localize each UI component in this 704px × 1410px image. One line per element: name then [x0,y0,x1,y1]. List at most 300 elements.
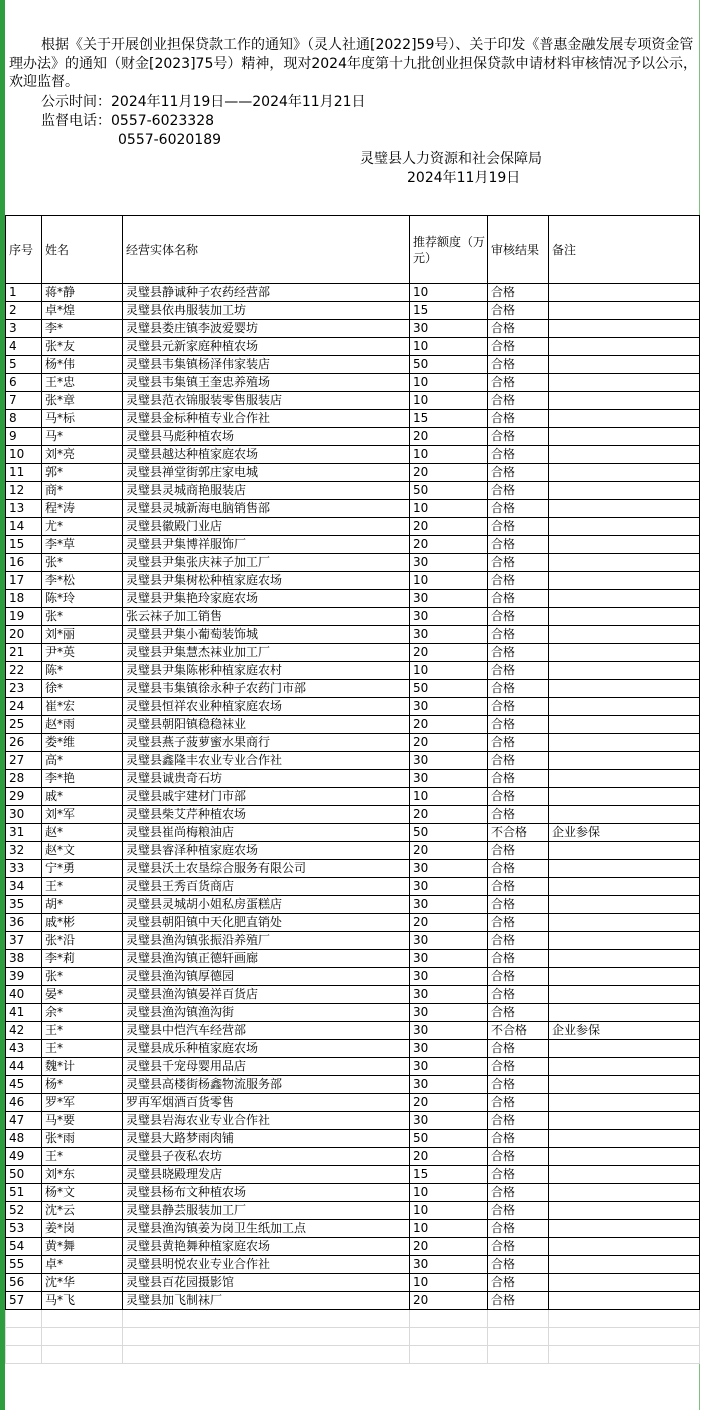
cell-amount[interactable]: 30 [410,1112,488,1130]
cell-amount[interactable]: 30 [410,932,488,950]
cell-remark[interactable] [549,1292,700,1310]
cell-remark[interactable] [549,1166,700,1184]
cell-name[interactable]: 赵*雨 [42,716,123,734]
cell-index[interactable]: 27 [6,752,42,770]
cell-remark[interactable] [549,932,700,950]
cell-amount[interactable]: 15 [410,302,488,320]
cell-index[interactable]: 24 [6,698,42,716]
cell-remark[interactable] [549,752,700,770]
cell-remark[interactable] [549,788,700,806]
cell-entity[interactable]: 灵璧县崔尚梅粮油店 [123,824,410,842]
cell-remark[interactable] [549,320,700,338]
cell-name[interactable]: 李* [42,320,123,338]
cell-entity[interactable]: 灵璧县高楼街杨鑫物流服务部 [123,1076,410,1094]
cell-index[interactable]: 8 [6,410,42,428]
cell-name[interactable]: 陈*玲 [42,590,123,608]
cell-amount[interactable]: 10 [410,392,488,410]
cell-amount[interactable]: 30 [410,896,488,914]
cell-name[interactable]: 马*标 [42,410,123,428]
cell-result[interactable]: 合格 [488,1112,549,1130]
cell-remark[interactable] [549,302,700,320]
empty-cell[interactable] [488,1310,549,1328]
cell-name[interactable]: 王* [42,1022,123,1040]
cell-entity[interactable]: 灵璧县尹集博祥服饰厂 [123,536,410,554]
cell-index[interactable]: 12 [6,482,42,500]
header-amount[interactable]: 推荐额度（万元） [410,216,488,284]
cell-remark[interactable] [549,842,700,860]
cell-remark[interactable] [549,734,700,752]
cell-result[interactable]: 合格 [488,1292,549,1310]
cell-remark[interactable] [549,680,700,698]
cell-result[interactable]: 合格 [488,1238,549,1256]
notice-block[interactable] [5,0,699,216]
cell-result[interactable]: 合格 [488,860,549,878]
cell-amount[interactable]: 30 [410,1058,488,1076]
empty-cell[interactable] [123,1328,410,1346]
cell-result[interactable]: 合格 [488,464,549,482]
cell-name[interactable]: 高* [42,752,123,770]
cell-amount[interactable]: 30 [410,1022,488,1040]
cell-result[interactable]: 合格 [488,302,549,320]
cell-name[interactable]: 晏* [42,986,123,1004]
cell-remark[interactable] [549,410,700,428]
cell-remark[interactable] [549,374,700,392]
cell-entity[interactable]: 灵璧县诚贵奇石坊 [123,770,410,788]
cell-amount[interactable]: 30 [410,608,488,626]
cell-entity[interactable]: 灵璧县金标种植专业合作社 [123,410,410,428]
cell-result[interactable]: 合格 [488,356,549,374]
cell-index[interactable]: 6 [6,374,42,392]
cell-name[interactable]: 胡* [42,896,123,914]
cell-index[interactable]: 9 [6,428,42,446]
cell-entity[interactable]: 灵璧县明悦农业专业合作社 [123,1256,410,1274]
cell-name[interactable]: 余* [42,1004,123,1022]
cell-index[interactable]: 21 [6,644,42,662]
cell-result[interactable]: 合格 [488,1256,549,1274]
cell-index[interactable]: 43 [6,1040,42,1058]
cell-remark[interactable] [549,284,700,302]
cell-remark[interactable] [549,662,700,680]
cell-remark[interactable] [549,482,700,500]
cell-entity[interactable]: 灵璧县尹集张庆袜子加工厂 [123,554,410,572]
cell-name[interactable]: 戚*彬 [42,914,123,932]
cell-result[interactable]: 合格 [488,806,549,824]
cell-result[interactable]: 合格 [488,284,549,302]
empty-cell[interactable] [42,1328,123,1346]
cell-entity[interactable]: 张云袜子加工销售 [123,608,410,626]
cell-result[interactable]: 合格 [488,644,549,662]
cell-remark[interactable] [549,536,700,554]
cell-remark[interactable] [549,860,700,878]
cell-entity[interactable]: 灵璧县马彪种植农场 [123,428,410,446]
cell-index[interactable]: 18 [6,590,42,608]
cell-index[interactable]: 39 [6,968,42,986]
cell-result[interactable]: 合格 [488,500,549,518]
cell-name[interactable]: 李*松 [42,572,123,590]
cell-result[interactable]: 合格 [488,1076,549,1094]
empty-cell[interactable] [488,1346,549,1364]
cell-result[interactable]: 合格 [488,608,549,626]
cell-entity[interactable]: 灵璧县千宠母婴用品店 [123,1058,410,1076]
cell-result[interactable]: 合格 [488,1202,549,1220]
cell-result[interactable]: 合格 [488,554,549,572]
cell-result[interactable]: 合格 [488,680,549,698]
empty-cell[interactable] [6,1346,42,1364]
cell-entity[interactable]: 灵璧县中恺汽车经营部 [123,1022,410,1040]
cell-amount[interactable]: 20 [410,464,488,482]
cell-amount[interactable]: 30 [410,590,488,608]
cell-amount[interactable]: 20 [410,536,488,554]
cell-entity[interactable]: 灵璧县元新家庭种植农场 [123,338,410,356]
cell-result[interactable]: 合格 [488,320,549,338]
cell-name[interactable]: 尤* [42,518,123,536]
cell-remark[interactable] [549,968,700,986]
cell-name[interactable]: 赵*文 [42,842,123,860]
cell-name[interactable]: 马*飞 [42,1292,123,1310]
cell-entity[interactable]: 灵璧县静诚种子农药经营部 [123,284,410,302]
cell-result[interactable]: 合格 [488,590,549,608]
cell-index[interactable]: 7 [6,392,42,410]
cell-amount[interactable]: 10 [410,662,488,680]
cell-amount[interactable]: 20 [410,1292,488,1310]
empty-cell[interactable] [6,1328,42,1346]
cell-result[interactable]: 合格 [488,626,549,644]
cell-index[interactable]: 29 [6,788,42,806]
cell-index[interactable]: 55 [6,1256,42,1274]
cell-remark[interactable] [549,626,700,644]
cell-result[interactable]: 合格 [488,410,549,428]
cell-result[interactable]: 合格 [488,374,549,392]
cell-remark[interactable] [549,1040,700,1058]
cell-entity[interactable]: 灵璧县徽殿门业店 [123,518,410,536]
cell-index[interactable]: 5 [6,356,42,374]
cell-result[interactable]: 合格 [488,1166,549,1184]
cell-amount[interactable]: 30 [410,860,488,878]
empty-cell[interactable] [123,1346,410,1364]
cell-remark[interactable] [549,1094,700,1112]
cell-amount[interactable]: 30 [410,320,488,338]
cell-result[interactable]: 合格 [488,1040,549,1058]
cell-remark[interactable] [549,608,700,626]
cell-result[interactable]: 合格 [488,716,549,734]
cell-name[interactable]: 刘*军 [42,806,123,824]
cell-entity[interactable]: 灵璧县黄艳舞种植家庭农场 [123,1238,410,1256]
cell-entity[interactable]: 灵璧县渔沟镇正德轩画廊 [123,950,410,968]
cell-name[interactable]: 刘*丽 [42,626,123,644]
cell-name[interactable]: 马*要 [42,1112,123,1130]
cell-remark[interactable] [549,1112,700,1130]
cell-index[interactable]: 54 [6,1238,42,1256]
cell-remark[interactable]: 企业参保 [549,824,700,842]
cell-amount[interactable]: 20 [410,914,488,932]
cell-remark[interactable] [549,554,700,572]
cell-amount[interactable]: 30 [410,698,488,716]
cell-result[interactable]: 合格 [488,392,549,410]
cell-name[interactable]: 宁*勇 [42,860,123,878]
empty-cell[interactable] [549,1328,700,1346]
cell-remark[interactable] [549,1202,700,1220]
cell-amount[interactable]: 30 [410,554,488,572]
cell-entity[interactable]: 灵璧县范衣锦服装零售服装店 [123,392,410,410]
cell-remark[interactable] [549,644,700,662]
cell-remark[interactable] [549,716,700,734]
cell-name[interactable]: 杨* [42,1076,123,1094]
cell-entity[interactable]: 灵璧县灵城商艳服装店 [123,482,410,500]
cell-result[interactable]: 合格 [488,788,549,806]
cell-result[interactable]: 合格 [488,986,549,1004]
cell-index[interactable]: 17 [6,572,42,590]
cell-entity[interactable]: 灵璧县静芸服装加工厂 [123,1202,410,1220]
cell-index[interactable]: 30 [6,806,42,824]
cell-entity[interactable]: 灵璧县依冉服装加工坊 [123,302,410,320]
empty-cell[interactable] [42,1310,123,1328]
cell-entity[interactable]: 灵璧县娄庄镇李波爱婴坊 [123,320,410,338]
cell-amount[interactable]: 15 [410,410,488,428]
cell-remark[interactable] [549,446,700,464]
cell-index[interactable]: 35 [6,896,42,914]
cell-index[interactable]: 19 [6,608,42,626]
cell-remark[interactable] [549,1076,700,1094]
cell-result[interactable]: 合格 [488,914,549,932]
cell-name[interactable]: 卓*煌 [42,302,123,320]
cell-entity[interactable]: 灵璧县韦集镇王奎忠养殖场 [123,374,410,392]
header-name[interactable]: 姓名 [42,216,123,284]
cell-name[interactable]: 沈*华 [42,1274,123,1292]
cell-remark[interactable] [549,698,700,716]
cell-remark[interactable] [549,464,700,482]
cell-amount[interactable]: 30 [410,770,488,788]
cell-entity[interactable]: 灵璧县灵城新海电脑销售部 [123,500,410,518]
cell-amount[interactable]: 10 [410,374,488,392]
cell-index[interactable]: 25 [6,716,42,734]
cell-amount[interactable]: 10 [410,446,488,464]
cell-remark[interactable] [549,770,700,788]
cell-name[interactable]: 黄*舞 [42,1238,123,1256]
cell-result[interactable]: 合格 [488,1094,549,1112]
cell-name[interactable]: 张* [42,968,123,986]
cell-entity[interactable]: 灵璧县岩海农业专业合作社 [123,1112,410,1130]
cell-remark[interactable] [549,1130,700,1148]
cell-remark[interactable] [549,986,700,1004]
cell-result[interactable]: 合格 [488,482,549,500]
cell-name[interactable]: 王*忠 [42,374,123,392]
cell-remark[interactable] [549,428,700,446]
cell-index[interactable]: 32 [6,842,42,860]
cell-entity[interactable]: 灵璧县渔沟镇姜为岗卫生纸加工点 [123,1220,410,1238]
cell-entity[interactable]: 灵璧县渔沟镇厚德园 [123,968,410,986]
cell-index[interactable]: 52 [6,1202,42,1220]
cell-index[interactable]: 46 [6,1094,42,1112]
cell-result[interactable]: 合格 [488,896,549,914]
empty-cell[interactable] [549,1346,700,1364]
cell-entity[interactable]: 灵璧县尹集树松种植家庭农场 [123,572,410,590]
cell-result[interactable]: 合格 [488,734,549,752]
cell-result[interactable]: 合格 [488,1274,549,1292]
cell-entity[interactable]: 灵璧县尹集艳玲家庭农场 [123,590,410,608]
cell-amount[interactable]: 50 [410,356,488,374]
cell-name[interactable]: 王* [42,1040,123,1058]
cell-amount[interactable]: 10 [410,1274,488,1292]
cell-name[interactable]: 刘*亮 [42,446,123,464]
cell-name[interactable]: 杨*文 [42,1184,123,1202]
cell-result[interactable]: 合格 [488,662,549,680]
cell-name[interactable]: 尹*英 [42,644,123,662]
cell-result[interactable]: 不合格 [488,1022,549,1040]
cell-entity[interactable]: 灵璧县晓殿理发店 [123,1166,410,1184]
cell-name[interactable]: 程*涛 [42,500,123,518]
cell-result[interactable]: 合格 [488,1058,549,1076]
cell-name[interactable]: 郭* [42,464,123,482]
cell-remark[interactable] [549,500,700,518]
cell-amount[interactable]: 20 [410,734,488,752]
cell-result[interactable]: 合格 [488,770,549,788]
cell-entity[interactable]: 灵璧县尹集小葡萄装饰城 [123,626,410,644]
cell-name[interactable]: 张*雨 [42,1130,123,1148]
cell-result[interactable]: 合格 [488,428,549,446]
cell-index[interactable]: 33 [6,860,42,878]
cell-entity[interactable]: 灵璧县越达种植家庭农场 [123,446,410,464]
cell-entity[interactable]: 灵璧县韦集镇徐永种子农药门市部 [123,680,410,698]
cell-remark[interactable] [549,1238,700,1256]
cell-index[interactable]: 34 [6,878,42,896]
cell-name[interactable]: 姜*岗 [42,1220,123,1238]
cell-amount[interactable]: 15 [410,1166,488,1184]
cell-index[interactable]: 3 [6,320,42,338]
cell-result[interactable]: 合格 [488,446,549,464]
cell-index[interactable]: 22 [6,662,42,680]
cell-result[interactable]: 合格 [488,572,549,590]
cell-amount[interactable]: 30 [410,1256,488,1274]
cell-name[interactable]: 李*艳 [42,770,123,788]
cell-index[interactable]: 1 [6,284,42,302]
cell-name[interactable]: 赵* [42,824,123,842]
cell-amount[interactable]: 20 [410,428,488,446]
empty-cell[interactable] [549,1310,700,1328]
cell-entity[interactable]: 灵璧县燕子菠萝蜜水果商行 [123,734,410,752]
cell-entity[interactable]: 灵璧县韦集镇杨泽伟家装店 [123,356,410,374]
cell-amount[interactable]: 20 [410,1094,488,1112]
cell-amount[interactable]: 30 [410,626,488,644]
cell-result[interactable]: 合格 [488,698,549,716]
cell-index[interactable]: 16 [6,554,42,572]
cell-entity[interactable]: 灵璧县成乐种植家庭农场 [123,1040,410,1058]
cell-name[interactable]: 罗*军 [42,1094,123,1112]
cell-result[interactable]: 合格 [488,338,549,356]
cell-result[interactable]: 合格 [488,1130,549,1148]
cell-remark[interactable] [549,950,700,968]
cell-result[interactable]: 合格 [488,842,549,860]
cell-amount[interactable]: 10 [410,338,488,356]
cell-amount[interactable]: 50 [410,1130,488,1148]
cell-entity[interactable]: 灵璧县朝阳镇稳稳袜业 [123,716,410,734]
cell-amount[interactable]: 30 [410,1040,488,1058]
cell-name[interactable]: 魏*计 [42,1058,123,1076]
cell-remark[interactable] [549,1004,700,1022]
cell-result[interactable]: 合格 [488,878,549,896]
cell-entity[interactable]: 灵璧县王秀百货商店 [123,878,410,896]
cell-index[interactable]: 36 [6,914,42,932]
cell-name[interactable]: 娄*维 [42,734,123,752]
header-entity[interactable]: 经营实体名称 [123,216,410,284]
cell-index[interactable]: 28 [6,770,42,788]
cell-amount[interactable]: 30 [410,752,488,770]
empty-cell[interactable] [488,1328,549,1346]
cell-index[interactable]: 14 [6,518,42,536]
cell-name[interactable]: 蒋*静 [42,284,123,302]
cell-index[interactable]: 11 [6,464,42,482]
cell-entity[interactable]: 灵璧县渔沟镇渔沟街 [123,1004,410,1022]
cell-amount[interactable]: 10 [410,284,488,302]
cell-index[interactable]: 50 [6,1166,42,1184]
cell-result[interactable]: 合格 [488,518,549,536]
cell-amount[interactable]: 30 [410,950,488,968]
empty-cell[interactable] [410,1328,488,1346]
cell-name[interactable]: 张*友 [42,338,123,356]
cell-entity[interactable]: 灵璧县禅堂街郭庄家电城 [123,464,410,482]
cell-entity[interactable]: 灵璧县戚宇建材门市部 [123,788,410,806]
cell-remark[interactable] [549,1220,700,1238]
cell-entity[interactable]: 灵璧县睿泽种植家庭农场 [123,842,410,860]
cell-remark[interactable] [549,878,700,896]
cell-index[interactable]: 45 [6,1076,42,1094]
cell-amount[interactable]: 20 [410,1238,488,1256]
cell-entity[interactable]: 灵璧县杨布文种植农场 [123,1184,410,1202]
cell-entity[interactable]: 灵璧县大路梦雨肉铺 [123,1130,410,1148]
cell-amount[interactable]: 20 [410,518,488,536]
cell-remark[interactable] [549,572,700,590]
cell-index[interactable]: 53 [6,1220,42,1238]
cell-amount[interactable]: 30 [410,1004,488,1022]
cell-entity[interactable]: 灵璧县加飞制袜厂 [123,1292,410,1310]
cell-name[interactable]: 崔*宏 [42,698,123,716]
cell-amount[interactable]: 30 [410,968,488,986]
cell-name[interactable]: 李*莉 [42,950,123,968]
cell-amount[interactable]: 20 [410,842,488,860]
cell-remark[interactable] [549,392,700,410]
cell-amount[interactable]: 20 [410,716,488,734]
cell-remark[interactable] [549,806,700,824]
cell-index[interactable]: 2 [6,302,42,320]
empty-cell[interactable] [6,1310,42,1328]
cell-amount[interactable]: 50 [410,824,488,842]
cell-amount[interactable]: 30 [410,878,488,896]
cell-entity[interactable]: 罗再军烟酒百货零售 [123,1094,410,1112]
cell-remark[interactable] [549,914,700,932]
cell-amount[interactable]: 20 [410,644,488,662]
cell-amount[interactable]: 10 [410,1220,488,1238]
cell-entity[interactable]: 灵璧县尹集慧杰袜业加工厂 [123,644,410,662]
empty-cell[interactable] [410,1310,488,1328]
cell-result[interactable]: 合格 [488,752,549,770]
cell-index[interactable]: 56 [6,1274,42,1292]
cell-name[interactable]: 张*章 [42,392,123,410]
cell-remark[interactable] [549,896,700,914]
cell-remark[interactable] [549,518,700,536]
cell-remark[interactable] [549,1184,700,1202]
cell-remark[interactable] [549,356,700,374]
header-remark[interactable]: 备注 [549,216,700,284]
cell-index[interactable]: 49 [6,1148,42,1166]
cell-index[interactable]: 47 [6,1112,42,1130]
cell-amount[interactable]: 10 [410,1202,488,1220]
header-index[interactable]: 序号 [6,216,42,284]
cell-entity[interactable]: 灵璧县子夜私农坊 [123,1148,410,1166]
cell-remark[interactable] [549,1058,700,1076]
cell-amount[interactable]: 30 [410,1076,488,1094]
cell-index[interactable]: 48 [6,1130,42,1148]
cell-name[interactable]: 刘*东 [42,1166,123,1184]
cell-name[interactable]: 张*沿 [42,932,123,950]
